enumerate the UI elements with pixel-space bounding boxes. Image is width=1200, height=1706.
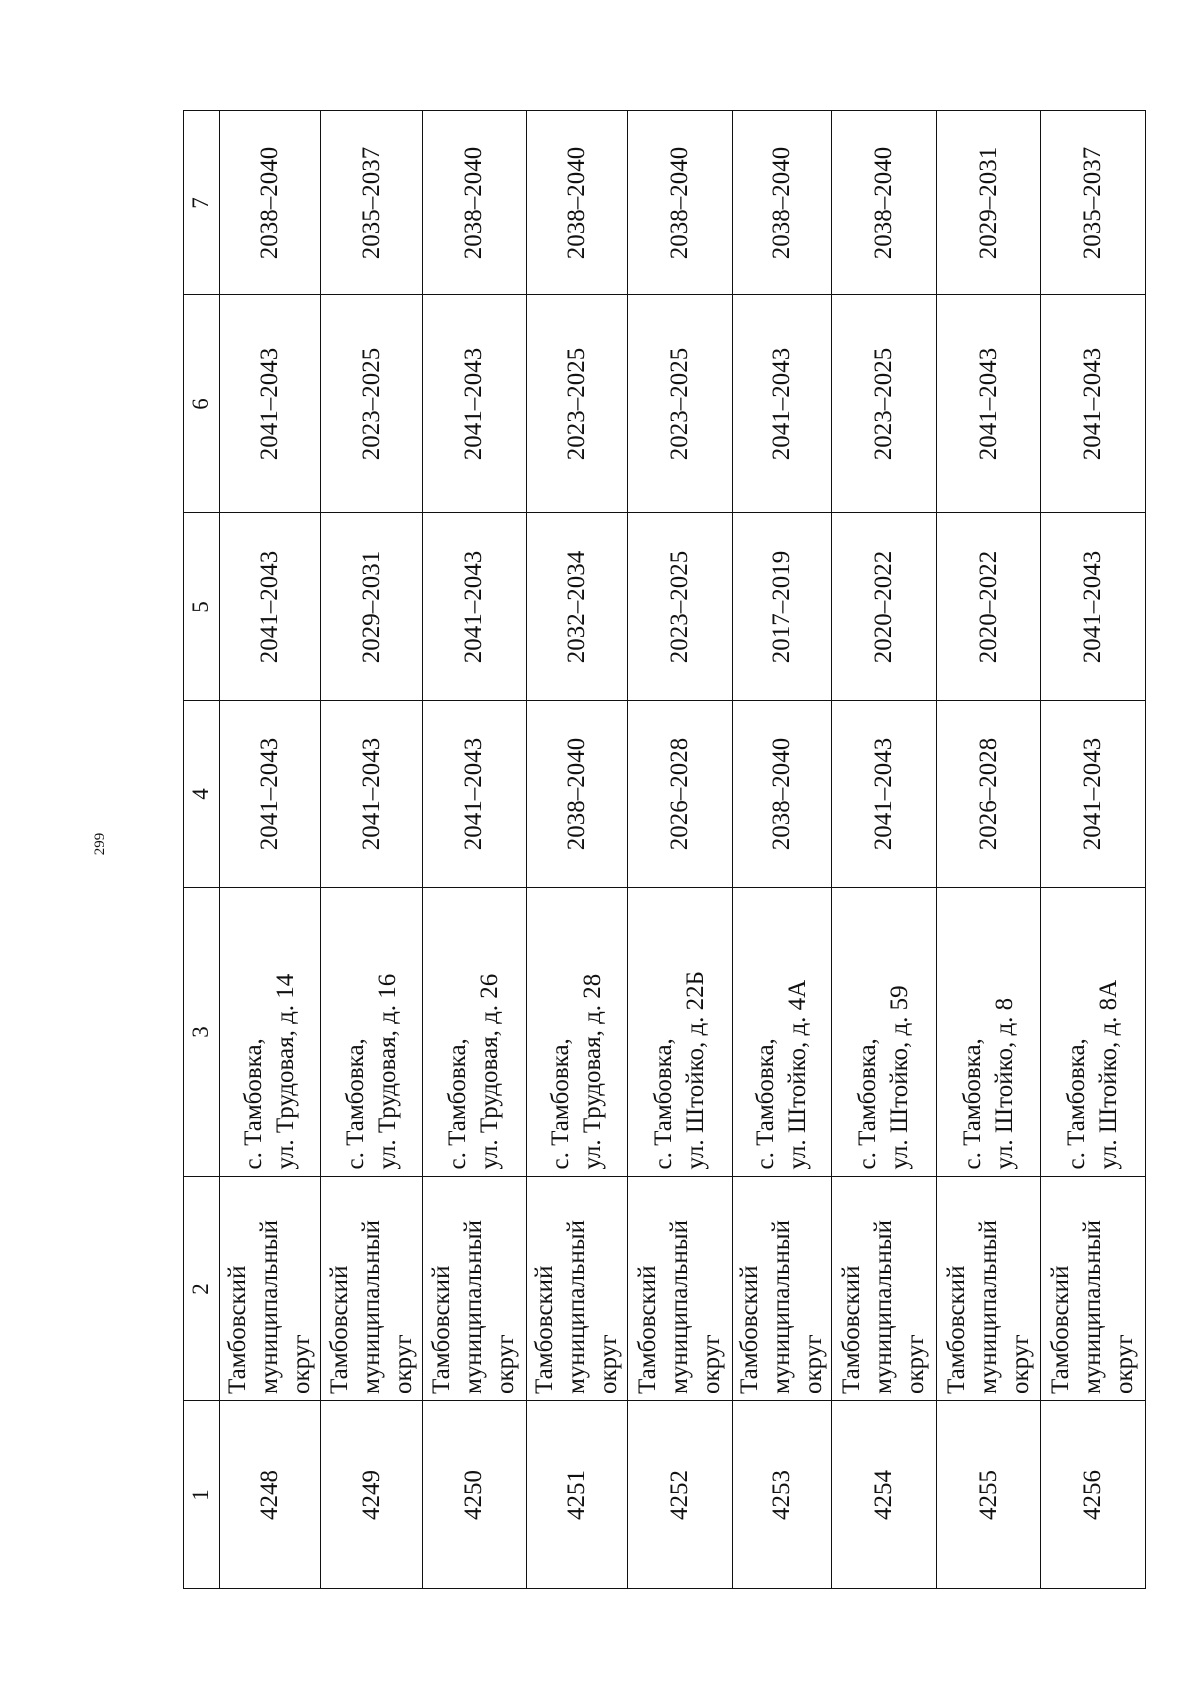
- cell-number: [321, 1401, 423, 1589]
- cell-period-4: [1041, 701, 1146, 888]
- cell-district: [219, 1177, 321, 1401]
- cell-text-line: с. Тамбовка,: [239, 1038, 267, 1170]
- cell-period-6: [321, 295, 423, 513]
- cell-text-line: муниципальный: [974, 1219, 1002, 1394]
- cell-text: 2041–2043: [255, 737, 283, 851]
- cell-period-5: [628, 513, 733, 701]
- cell-text-line: округ: [492, 1333, 520, 1394]
- cell-text: 4256: [1079, 1469, 1107, 1520]
- cell-period-6: [832, 295, 937, 513]
- cell-text: 2041–2043: [974, 347, 1002, 460]
- table-band-column-1: [184, 1401, 1146, 1589]
- cell-number: [219, 1401, 321, 1589]
- cell-district: [321, 1177, 423, 1401]
- cell-period-6: [628, 295, 733, 513]
- column-header: [184, 888, 220, 1177]
- cell-period-7: [526, 111, 628, 295]
- cell-text: 2023–2025: [666, 550, 694, 663]
- cell-text: 4252: [666, 1469, 694, 1520]
- cell-text: 2035–2037: [1079, 146, 1107, 259]
- cell-text-line: муниципальный: [255, 1219, 283, 1394]
- cell-text: 4250: [460, 1469, 488, 1520]
- cell-text: 2041–2043: [1079, 737, 1107, 851]
- cell-text: 2032–2034: [562, 550, 590, 663]
- cell-text: 4248: [255, 1469, 283, 1520]
- cell-text: 2023–2025: [666, 347, 694, 460]
- column-header: [184, 295, 220, 513]
- cell-text-line: муниципальный: [666, 1219, 694, 1394]
- cell-number: [1041, 1401, 1146, 1589]
- cell-period-4: [832, 701, 937, 888]
- cell-period-6: [526, 295, 628, 513]
- cell-text: 2038–2040: [562, 737, 590, 851]
- cell-period-5: [937, 513, 1041, 701]
- cell-text: 4253: [768, 1469, 796, 1520]
- column-header-label: 1: [188, 1488, 214, 1501]
- cell-text: 2041–2043: [255, 550, 283, 663]
- cell-text: 2017–2019: [768, 550, 796, 663]
- cell-period-4: [422, 701, 526, 888]
- column-header-label: 7: [188, 196, 214, 209]
- cell-text-line: ул. Штойко, д. 4А: [784, 979, 812, 1170]
- cell-period-4: [526, 701, 628, 888]
- table-band-column-6: [184, 295, 1146, 513]
- cell-text-line: муниципальный: [460, 1219, 488, 1394]
- cell-text-line: Тамбовский: [942, 1265, 970, 1394]
- column-header-label: 2: [188, 1282, 214, 1295]
- cell-text: 2020–2022: [974, 550, 1002, 663]
- cell-text-line: Тамбовский: [530, 1265, 558, 1394]
- cell-district: [628, 1177, 733, 1401]
- cell-text: 2035–2037: [357, 146, 385, 259]
- cell-text: 2023–2025: [357, 347, 385, 460]
- cell-number: [526, 1401, 628, 1589]
- column-header-label: 5: [188, 600, 214, 613]
- cell-number: [832, 1401, 937, 1589]
- cell-period-6: [937, 295, 1041, 513]
- cell-period-4: [219, 701, 321, 888]
- cell-text-line: ул. Штойко, д. 8А: [1095, 979, 1123, 1170]
- cell-text-line: Тамбовский: [428, 1265, 456, 1394]
- cell-text-line: с. Тамбовка,: [752, 1038, 780, 1170]
- cell-text-line: муниципальный: [870, 1219, 898, 1394]
- cell-period-7: [628, 111, 733, 295]
- cell-period-5: [219, 513, 321, 701]
- cell-text-line: муниципальный: [1079, 1219, 1107, 1394]
- cell-text: 2023–2025: [562, 347, 590, 460]
- cell-number: [422, 1401, 526, 1589]
- cell-period-6: [733, 295, 832, 513]
- cell-period-6: [422, 295, 526, 513]
- table-band-column-5: [184, 513, 1146, 701]
- cell-text: 2041–2043: [357, 737, 385, 851]
- cell-text-line: муниципальный: [357, 1219, 385, 1394]
- cell-period-7: [937, 111, 1041, 295]
- cell-text-line: ул. Трудовая, д. 16: [373, 973, 401, 1170]
- cell-address: [628, 888, 733, 1177]
- column-header: [184, 701, 220, 888]
- cell-period-5: [832, 513, 937, 701]
- cell-period-4: [937, 701, 1041, 888]
- cell-address: [526, 888, 628, 1177]
- column-header: [184, 1401, 220, 1589]
- cell-period-7: [1041, 111, 1146, 295]
- cell-text-line: муниципальный: [768, 1219, 796, 1394]
- cell-district: [832, 1177, 937, 1401]
- cell-text: 2041–2043: [460, 550, 488, 663]
- cell-address: [937, 888, 1041, 1177]
- cell-period-7: [733, 111, 832, 295]
- cell-text: 4249: [357, 1469, 385, 1520]
- cell-text-line: округ: [800, 1333, 828, 1394]
- cell-period-6: [219, 295, 321, 513]
- cell-text-line: округ: [389, 1333, 417, 1394]
- cell-period-6: [1041, 295, 1146, 513]
- cell-text-line: с. Тамбовка,: [958, 1038, 986, 1170]
- cell-text: 2023–2025: [870, 347, 898, 460]
- cell-district: [526, 1177, 628, 1401]
- column-header: [184, 111, 220, 295]
- cell-text: 2026–2028: [666, 737, 694, 851]
- cell-district: [1041, 1177, 1146, 1401]
- cell-address: [219, 888, 321, 1177]
- column-header: [184, 513, 220, 701]
- cell-text-line: Тамбовский: [223, 1265, 251, 1394]
- cell-text-line: округ: [902, 1333, 930, 1394]
- cell-text-line: муниципальный: [562, 1219, 590, 1394]
- cell-period-7: [422, 111, 526, 295]
- cell-text-line: с. Тамбовка,: [444, 1038, 472, 1170]
- cell-number: [628, 1401, 733, 1589]
- cell-period-5: [526, 513, 628, 701]
- cell-address: [422, 888, 526, 1177]
- cell-text: 4251: [562, 1469, 590, 1520]
- cell-text: 2038–2040: [666, 146, 694, 259]
- cell-period-5: [733, 513, 832, 701]
- cell-text-line: округ: [1111, 1333, 1139, 1394]
- cell-text: 2038–2040: [460, 146, 488, 259]
- column-header-label: 4: [188, 788, 214, 800]
- cell-text-line: округ: [594, 1333, 622, 1394]
- cell-number: [937, 1401, 1041, 1589]
- cell-text: 4254: [870, 1469, 898, 1520]
- cell-text: 2041–2043: [460, 737, 488, 851]
- cell-text: 2020–2022: [870, 550, 898, 663]
- cell-period-7: [219, 111, 321, 295]
- column-header: [184, 1177, 220, 1401]
- cell-period-4: [628, 701, 733, 888]
- cell-text-line: с. Тамбовка,: [1063, 1038, 1091, 1170]
- table-band-column-7: [184, 111, 1146, 295]
- data-table: [183, 110, 1146, 1589]
- cell-address: [733, 888, 832, 1177]
- cell-text-line: ул. Штойко, д. 59: [886, 985, 914, 1170]
- cell-text-line: ул. Трудовая, д. 28: [578, 973, 606, 1170]
- cell-text: 2038–2040: [870, 146, 898, 259]
- cell-text: 2041–2043: [870, 737, 898, 851]
- cell-text-line: ул. Штойко, д. 8: [990, 997, 1018, 1170]
- cell-text-line: Тамбовский: [634, 1265, 662, 1394]
- cell-period-5: [321, 513, 423, 701]
- table-band-column-3: [184, 888, 1146, 1177]
- cell-period-5: [1041, 513, 1146, 701]
- cell-period-4: [321, 701, 423, 888]
- cell-text: 2026–2028: [974, 737, 1002, 851]
- cell-text-line: Тамбовский: [736, 1265, 764, 1394]
- cell-text: 2038–2040: [768, 146, 796, 259]
- page-number: 299: [92, 832, 108, 856]
- cell-address: [321, 888, 423, 1177]
- cell-text-line: Тамбовский: [1047, 1265, 1075, 1394]
- cell-text: 4255: [974, 1469, 1002, 1520]
- cell-district: [733, 1177, 832, 1401]
- cell-text-line: ул. Трудовая, д. 14: [271, 973, 299, 1170]
- column-header-label: 3: [188, 1026, 214, 1038]
- cell-text-line: Тамбовский: [838, 1265, 866, 1394]
- cell-text: 2038–2040: [768, 737, 796, 851]
- cell-text: 2038–2040: [255, 146, 283, 259]
- cell-text-line: с. Тамбовка,: [341, 1038, 369, 1170]
- cell-text: 2041–2043: [1079, 347, 1107, 460]
- cell-district: [422, 1177, 526, 1401]
- cell-period-4: [733, 701, 832, 888]
- cell-period-7: [832, 111, 937, 295]
- cell-text-line: с. Тамбовка,: [650, 1038, 678, 1170]
- cell-text-line: с. Тамбовка,: [546, 1038, 574, 1170]
- cell-text-line: округ: [287, 1333, 315, 1394]
- cell-text: 2041–2043: [768, 347, 796, 460]
- column-header-label: 6: [188, 397, 214, 410]
- cell-text-line: ул. Трудовая, д. 26: [476, 973, 504, 1170]
- table-band-column-2: [184, 1177, 1146, 1401]
- cell-text: 2038–2040: [562, 146, 590, 259]
- cell-text: 2041–2043: [255, 347, 283, 460]
- cell-text: 2041–2043: [460, 347, 488, 460]
- cell-district: [937, 1177, 1041, 1401]
- cell-text-line: ул. Штойко, д. 22Б: [682, 970, 710, 1170]
- cell-period-5: [422, 513, 526, 701]
- table-band-column-4: [184, 701, 1146, 888]
- cell-period-7: [321, 111, 423, 295]
- cell-text: 2029–2031: [357, 550, 385, 663]
- cell-text-line: округ: [1006, 1333, 1034, 1394]
- cell-address: [1041, 888, 1146, 1177]
- cell-number: [733, 1401, 832, 1589]
- cell-text-line: с. Тамбовка,: [854, 1038, 882, 1170]
- cell-text: 2041–2043: [1079, 550, 1107, 663]
- cell-text-line: Тамбовский: [325, 1265, 353, 1394]
- cell-text: 2029–2031: [974, 146, 1002, 259]
- cell-text-line: округ: [698, 1333, 726, 1394]
- cell-address: [832, 888, 937, 1177]
